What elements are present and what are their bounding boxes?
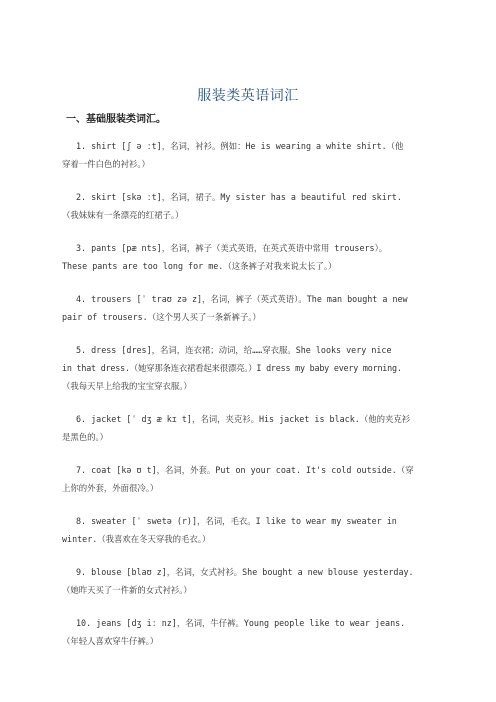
entry-line: 上你的外套，外面很冷。） [62,483,159,493]
vocab-entry-sweater [62,512,448,548]
entry-line: 3. pants [pæ nts]，名词，裤子（美式英语，在英式英语中常用 trousers）。 [76,243,388,253]
entry-line: （她昨天买了一件新的女式衬衫。） [62,585,192,595]
page-title: 服装类英语词汇 [197,88,299,104]
entry-line: 7. coat [kə ʊ t]，名词，外套。Put on your coat. It's cold outside.（穿 [76,465,414,475]
vocab-entry-dress [62,341,448,395]
entry-line: in that dress.（她穿那条连衣裙看起来很漂亮。）I dress my baby every morning. [62,363,402,373]
vocab-entry-pants [62,239,448,275]
entry-line: 5. dress [dres]，名词，连衣裙；动词，给……穿衣服。She looks very nice [76,345,392,355]
entry-line: （我妹妹有一条漂亮的红裙子。） [62,210,184,220]
vocab-entry-shirt [62,137,448,173]
entry-line: 8. sweater [ˈ swetə (r)]，名词，毛衣。I like to wear my sweater in [76,516,397,526]
section-heading: 一、基础服装类词汇。 [66,114,166,125]
vocab-entry-jacket [62,410,448,446]
vocab-entry-blouse [62,563,448,599]
entry-line: （年轻人喜欢穿牛仔裤。） [62,636,159,646]
vocab-entry-trousers [62,290,448,326]
entry-line: 2. skirt [skə ːt]，名词，裙子。My sister has a beautiful red skirt. [76,192,402,202]
entry-line: 穿着一件白色的衬衫。） [62,159,150,169]
entry-line: 10. jeans [dʒ iː nz]，名词，牛仔裤。Young people like to wear jeans. [76,618,406,628]
entry-line: （我每天早上给我的宝宝穿衣服。） [62,381,192,391]
vocab-entry-jeans [62,614,448,650]
entry-line: winter.（我喜欢在冬天穿我的毛衣。） [62,534,211,544]
entry-line: 1. shirt [ʃ ə ːt]，名词，衬衫。例如：He is wearing a white shirt.（他 [76,141,404,151]
entry-line: 4. trousers [ˈ traʊ zə z]，名词，裤子（英式英语）。The man bought a new [76,294,408,304]
entry-line: 9. blouse [blaʊ z]，名词，女式衬衫。She bought a new blouse yesterday. [76,567,414,577]
entry-line: 6. jacket [ˈ dʒ æ kɪ t]，名词，夹克衫。His jacket is black.（他的夹克衫 [76,414,411,424]
entry-line: These pants are too long for me.（这条裤子对我来说太长了。） [62,261,337,271]
entry-line: 是黑色的。） [62,432,109,442]
vocab-entry-skirt [62,188,448,224]
vocab-entry-coat [62,461,448,497]
entry-line: pair of trousers.（这个男人买了一条新裤子。） [62,312,261,322]
